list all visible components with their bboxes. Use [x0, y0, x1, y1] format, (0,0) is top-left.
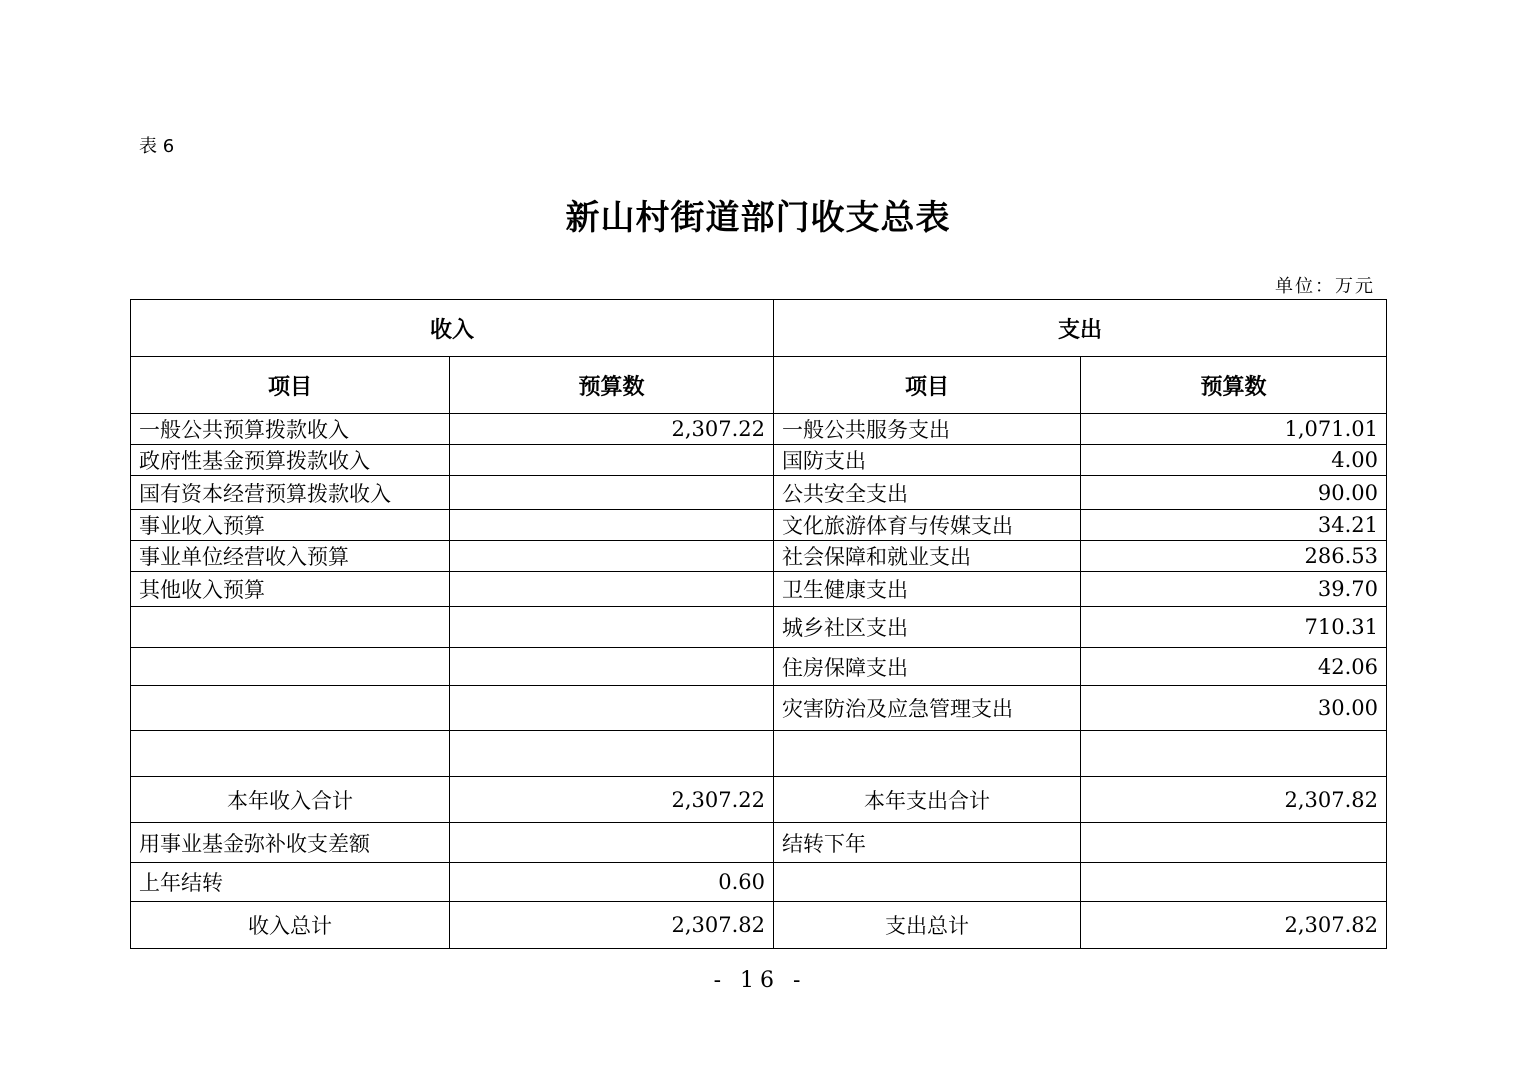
column-header-row	[131, 357, 1387, 414]
expense-value: 34.21	[1081, 510, 1387, 541]
expense-item	[774, 863, 1081, 902]
income-value	[450, 445, 774, 476]
expense-value: 42.06	[1081, 648, 1387, 686]
income-item: 上年结转	[131, 863, 450, 902]
expense-item-header: 项目	[774, 357, 1081, 414]
table-label: 表 6	[139, 136, 175, 157]
expense-value: 4.00	[1081, 445, 1387, 476]
expense-year-total-value: 2,307.82	[1081, 777, 1387, 823]
income-item: 国有资本经营预算拨款收入	[131, 476, 450, 510]
income-item: 用事业基金弥补收支差额	[131, 823, 450, 863]
income-item: 一般公共预算拨款收入	[131, 414, 450, 445]
income-year-total-label: 本年收入合计	[131, 777, 450, 823]
expense-item: 卫生健康支出	[774, 572, 1081, 607]
expense-item: 城乡社区支出	[774, 607, 1081, 648]
income-value	[450, 648, 774, 686]
section-header-row	[131, 300, 1387, 357]
expense-item: 文化旅游体育与传媒支出	[774, 510, 1081, 541]
income-item	[131, 648, 450, 686]
expense-value	[1081, 863, 1387, 902]
expense-value: 710.31	[1081, 607, 1387, 648]
table-row	[131, 607, 1387, 648]
income-item	[131, 731, 450, 777]
table-row	[131, 572, 1387, 607]
income-item: 事业单位经营收入预算	[131, 541, 450, 572]
income-value	[450, 510, 774, 541]
income-value: 2,307.22	[450, 414, 774, 445]
income-value: 0.60	[450, 863, 774, 902]
unit-note: 单位：万元	[1275, 276, 1375, 297]
income-item: 事业收入预算	[131, 510, 450, 541]
table-row	[131, 445, 1387, 476]
table-row	[131, 648, 1387, 686]
income-value	[450, 731, 774, 777]
expense-value	[1081, 731, 1387, 777]
expense-item: 社会保障和就业支出	[774, 541, 1081, 572]
income-item	[131, 686, 450, 731]
income-value	[450, 476, 774, 510]
expense-item: 住房保障支出	[774, 648, 1081, 686]
page-number: - 16 -	[713, 968, 807, 993]
table-row	[131, 510, 1387, 541]
income-value	[450, 607, 774, 648]
expense-value: 90.00	[1081, 476, 1387, 510]
income-value	[450, 686, 774, 731]
expense-value: 39.70	[1081, 572, 1387, 607]
income-value	[450, 823, 774, 863]
table-row	[131, 731, 1387, 777]
expense-item: 灾害防治及应急管理支出	[774, 686, 1081, 731]
expense-section-header: 支出	[774, 300, 1387, 357]
income-item-header: 项目	[131, 357, 450, 414]
income-value	[450, 541, 774, 572]
expense-budget-header: 预算数	[1081, 357, 1387, 414]
expense-item	[774, 731, 1081, 777]
expense-item: 结转下年	[774, 823, 1081, 863]
expense-item: 公共安全支出	[774, 476, 1081, 510]
expense-item: 一般公共服务支出	[774, 414, 1081, 445]
expense-value	[1081, 823, 1387, 863]
grand-total-row	[131, 902, 1387, 949]
expense-value: 286.53	[1081, 541, 1387, 572]
table-row	[131, 476, 1387, 510]
table-row	[131, 863, 1387, 902]
income-budget-header: 预算数	[450, 357, 774, 414]
budget-summary-table	[130, 299, 1387, 949]
table-row	[131, 686, 1387, 731]
expense-value: 30.00	[1081, 686, 1387, 731]
table-row	[131, 823, 1387, 863]
expense-grand-total-label: 支出总计	[774, 902, 1081, 949]
income-item	[131, 607, 450, 648]
income-item: 政府性基金预算拨款收入	[131, 445, 450, 476]
expense-item: 国防支出	[774, 445, 1081, 476]
income-grand-total-value: 2,307.82	[450, 902, 774, 949]
income-value	[450, 572, 774, 607]
income-section-header: 收入	[131, 300, 774, 357]
expense-value: 1,071.01	[1081, 414, 1387, 445]
table-row	[131, 414, 1387, 445]
expense-year-total-label: 本年支出合计	[774, 777, 1081, 823]
page-title: 新山村街道部门收支总表	[565, 198, 951, 238]
expense-grand-total-value: 2,307.82	[1081, 902, 1387, 949]
table-row	[131, 541, 1387, 572]
income-year-total-value: 2,307.22	[450, 777, 774, 823]
year-total-row	[131, 777, 1387, 823]
income-grand-total-label: 收入总计	[131, 902, 450, 949]
income-item: 其他收入预算	[131, 572, 450, 607]
